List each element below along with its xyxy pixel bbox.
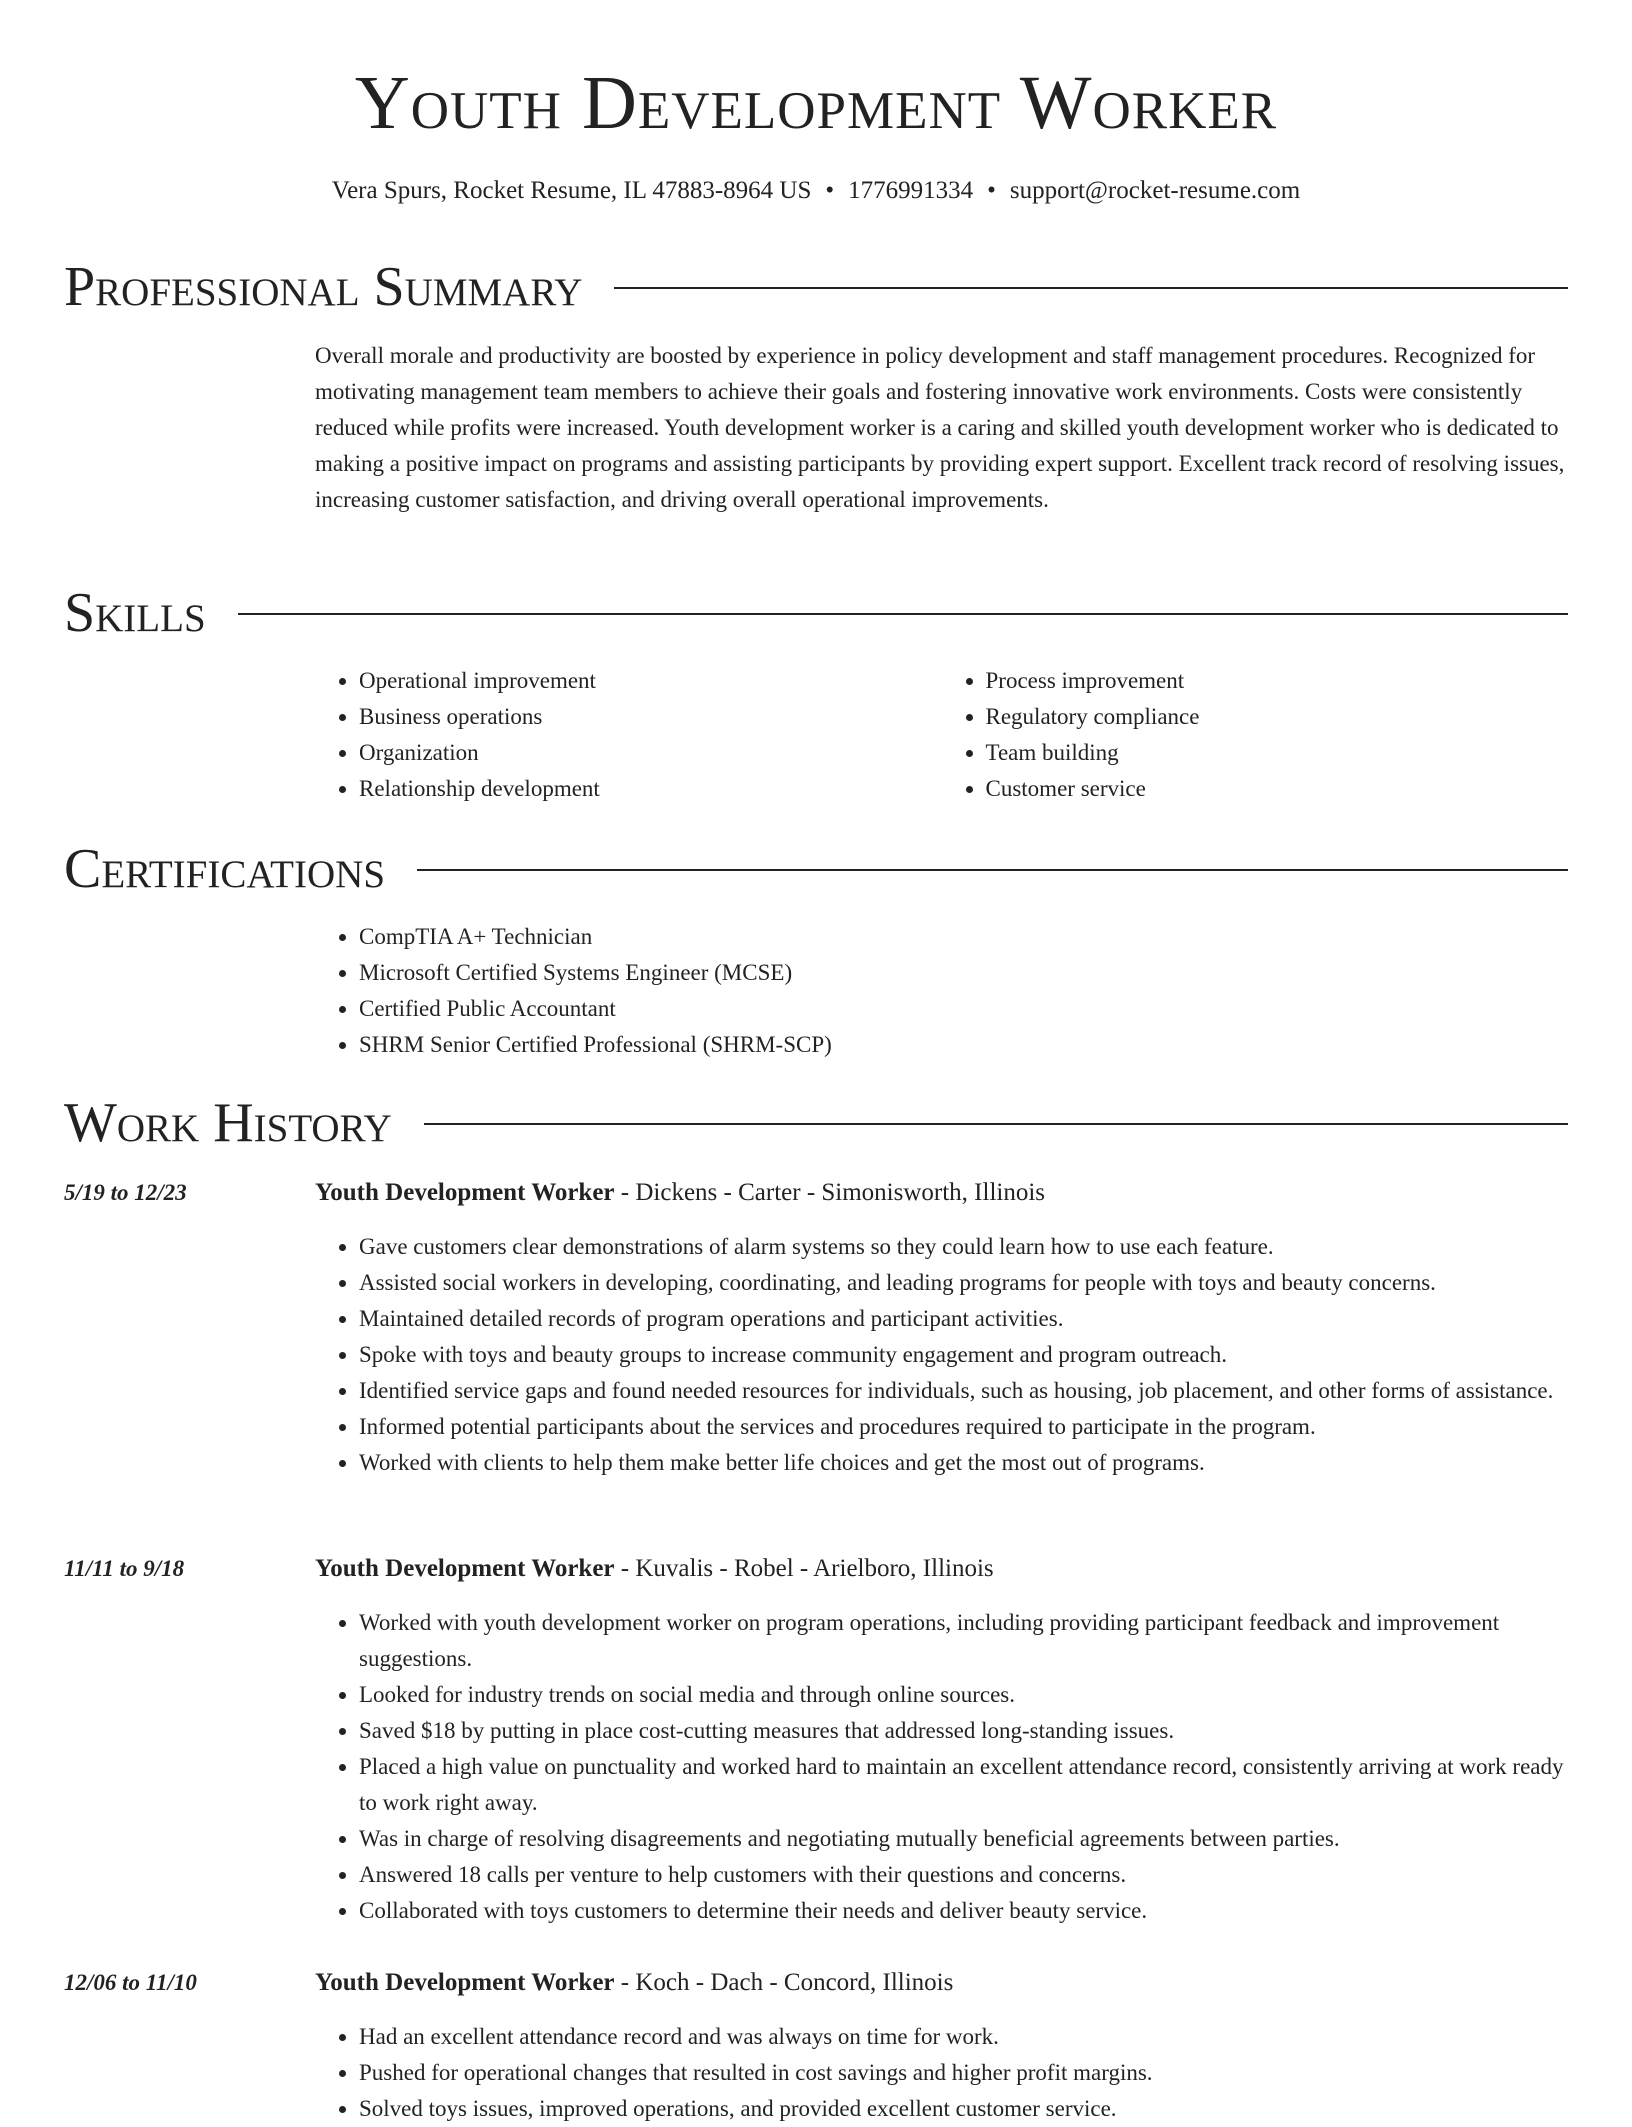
job-duties [315, 1605, 1568, 1929]
section-divider [614, 287, 1568, 289]
job-employer: - Koch - Dach - Concord, Illinois [614, 1969, 954, 1996]
list-item: • Identified service gaps and found needed resources for individuals, such as housing, job placement, and other forms of assistance. [359, 1373, 1568, 1409]
list-item: • CompTIA A+ Technician [359, 919, 1568, 955]
list-item: • Solved toys issues, improved operations, and provided excellent customer service. [359, 2091, 1568, 2127]
candidate-name: Youth Development Worker [354, 61, 1278, 145]
list-item: • Organization [359, 735, 942, 771]
contact-separator: • [987, 177, 996, 204]
job-duties [315, 2019, 1568, 2127]
job-title: Youth Development Worker [315, 1179, 615, 1206]
list-item: • Microsoft Certified Systems Engineer (MCSE) [359, 955, 1568, 991]
list-item: • Pushed for operational changes that resulted in cost savings and higher profit margins. [359, 2055, 1568, 2091]
list-item: • Assisted social workers in developing, coordinating, and leading programs for people with toys and beauty concerns. [359, 1265, 1568, 1301]
section-divider [238, 613, 1568, 615]
list-item: • Informed potential participants about the services and procedures required to participate in the program. [359, 1409, 1568, 1445]
list-item: • Was in charge of resolving disagreements and negotiating mutually beneficial agreements between parties. [359, 1821, 1568, 1857]
skills-column-left [315, 663, 942, 807]
list-item: • Placed a high value on punctuality and worked hard to maintain an excellent attendance record, consistently arriving at work ready to work right away. [359, 1749, 1568, 1821]
list-item: • Business operations [359, 699, 942, 735]
list-item: • Looked for industry trends on social media and through online sources. [359, 1677, 1568, 1713]
skills-section-header [64, 578, 1568, 648]
contact-address: Vera Spurs, Rocket Resume, IL 47883-8964 US [331, 177, 812, 204]
work-history-section-title: Work History [64, 1092, 392, 1154]
contact-phone: 1776991334 [848, 177, 974, 204]
certifications-section-header [64, 834, 1568, 904]
job-heading [315, 1551, 1568, 1587]
list-item: • SHRM Senior Certified Professional (SHRM-SCP) [359, 1027, 1568, 1063]
job-dates: 5/19 to 12/23 [64, 1180, 187, 1205]
work-history-section-header [64, 1088, 1568, 1158]
job-employer: - Dickens - Carter - Simonisworth, Illinois [614, 1179, 1046, 1206]
list-item: • Relationship development [359, 771, 942, 807]
skills-list [315, 663, 1568, 807]
list-item: • Regulatory compliance [986, 699, 1569, 735]
list-item: • Worked with youth development worker on program operations, including providing participant feedback and improvement suggestions. [359, 1605, 1568, 1677]
list-item: • Team building [986, 735, 1569, 771]
contact-separator: • [825, 177, 835, 204]
job-heading [315, 1175, 1568, 1211]
summary-text: Overall morale and productivity are boosted by experience in policy development and staff management procedures. Recognized for motivating management team members to achieve their goals and fostering innovative work environments. Costs were consistently reduced while profits were increased. Youth development worker is a caring and skilled youth development worker who is dedicated to making a positive impact on programs and assisting participants by providing expert support. Excellent track record of resolving issues, increasing customer satisfaction, and driving overall operational improvements. [315, 343, 1565, 512]
list-item: • Certified Public Accountant [359, 991, 1568, 1027]
section-divider [417, 869, 1568, 871]
job-dates: 12/06 to 11/10 [64, 1970, 197, 1995]
certifications-list [315, 919, 1568, 1063]
certifications-section-title: Certifications [64, 838, 386, 900]
contact-line [0, 174, 1632, 208]
list-item: • Collaborated with toys customers to determine their needs and deliver beauty service. [359, 1893, 1568, 1929]
contact-email: support@rocket-resume.com [1009, 177, 1301, 204]
certifications-items [315, 919, 1568, 1063]
job-title: Youth Development Worker [315, 1969, 615, 1996]
list-item: • Saved $18 by putting in place cost-cutting measures that addressed long-standing issues. [359, 1713, 1568, 1749]
list-item: • Spoke with toys and beauty groups to increase community engagement and program outreach. [359, 1337, 1568, 1373]
job-duties [315, 1229, 1568, 1481]
section-divider [424, 1123, 1568, 1125]
skills-section-title: Skills [64, 582, 206, 644]
job-heading [315, 1965, 1568, 2001]
summary-section-title: Professional Summary [64, 256, 583, 318]
job-title: Youth Development Worker [315, 1555, 615, 1582]
list-item: • Worked with clients to help them make better life choices and get the most out of programs. [359, 1445, 1568, 1481]
list-item: • Had an excellent attendance record and was always on time for work. [359, 2019, 1568, 2055]
skills-column-right [942, 663, 1569, 807]
list-item: • Operational improvement [359, 663, 942, 699]
list-item: • Maintained detailed records of program operations and participant activities. [359, 1301, 1568, 1337]
summary-section-header [64, 252, 1568, 322]
list-item: • Gave customers clear demonstrations of alarm systems so they could learn how to use each feature. [359, 1229, 1568, 1265]
job-dates: 11/11 to 9/18 [64, 1556, 185, 1581]
list-item: • Customer service [986, 771, 1569, 807]
job-employer: - Kuvalis - Robel - Arielboro, Illinois [614, 1555, 994, 1582]
list-item: • Answered 18 calls per venture to help customers with their questions and concerns. [359, 1857, 1568, 1893]
list-item: • Process improvement [986, 663, 1569, 699]
